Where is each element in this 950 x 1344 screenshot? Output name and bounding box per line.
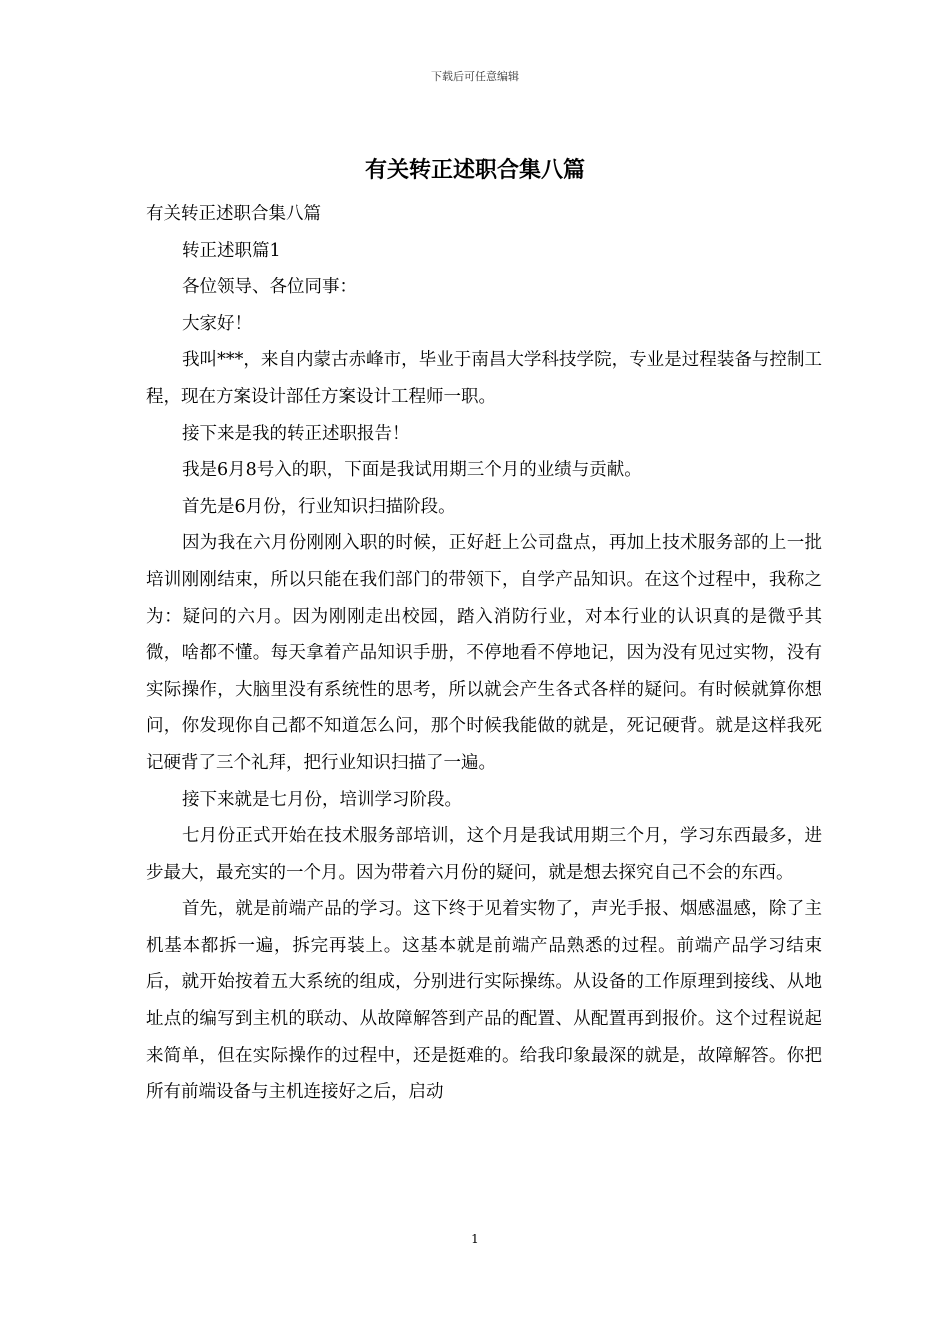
paragraph-july-detail: 七月份正式开始在技术服务部培训，这个月是我试用期三个月，学习东西最多，进步最大，最充实的一个月。因为带着六月份的疑问，就是想去探究自己不会的东西。 xyxy=(146,826,822,883)
paragraph-self-intro: 我叫***，来自内蒙古赤峰市，毕业于南昌大学科技学院，专业是过程装备与控制工程，现在方案设计部任方案设计工程师一职。 xyxy=(146,350,822,407)
paragraph-report-intro: 接下来是我的转正述职报告！ xyxy=(182,423,410,444)
paragraph-june-detail: 因为我在六月份刚刚入职的时候，正好赶上公司盘点，再加上技术服务部的上一批培训刚刚结束，所以只能在我们部门的带领下，自学产品知识。在这个过程中，我称之为：疑问的六月。因为刚刚走出校园，踏入消防行业，对本行业的认识真的是微乎其微，啥都不懂。每天拿着产品知识手册，不停地看不停地记，因为没有见过实物，没有实际操作，大脑里没有系统性的思考，所以就会产生各式各样的疑问。有时候就算你想问，你发现你自己都不知道怎么问，那个时候我能做的就是，死记硬背。就是这样我死记硬背了三个礼拜，把行业知识扫描了一遍。 xyxy=(146,533,822,773)
page-number: 1 xyxy=(471,1232,479,1246)
paragraph-frontend-study: 首先，就是前端产品的学习。这下终于见着实物了，声光手报、烟感温感，除了主机基本都拆一遍，拆完再装上。这基本就是前端产品熟悉的过程。前端产品学习结束后，就开始按着五大系统的组成，分别进行实际操练。从设备的工作原理到接线、从地址点的编写到主机的联动、从故障解答到产品的配置、从配置再到报价。这个过程说起来简单，但在实际操作的过程中，还是挺难的。给我印象最深的就是，故障解答。你把所有前端设备与主机连接好之后，启动 xyxy=(146,899,822,1103)
paragraph-june-heading: 首先是6月份，行业知识扫描阶段。 xyxy=(182,496,456,517)
page-header-note: 下载后可任意编辑 xyxy=(431,70,519,83)
paragraph-salutation: 各位领导、各位同事： xyxy=(182,277,357,298)
paragraph-subtitle: 有关转正述职合集八篇 xyxy=(146,204,321,224)
paragraph-join-date: 我是6月8号入的职，下面是我试用期三个月的业绩与贡献。 xyxy=(182,460,642,481)
paragraph-section-heading: 转正述职篇1 xyxy=(182,240,281,261)
paragraph-july-heading: 接下来就是七月份，培训学习阶段。 xyxy=(182,789,462,810)
document-title: 有关转正述职合集八篇 xyxy=(364,157,585,183)
document-body xyxy=(146,196,822,1111)
paragraph-greeting: 大家好！ xyxy=(182,313,252,334)
